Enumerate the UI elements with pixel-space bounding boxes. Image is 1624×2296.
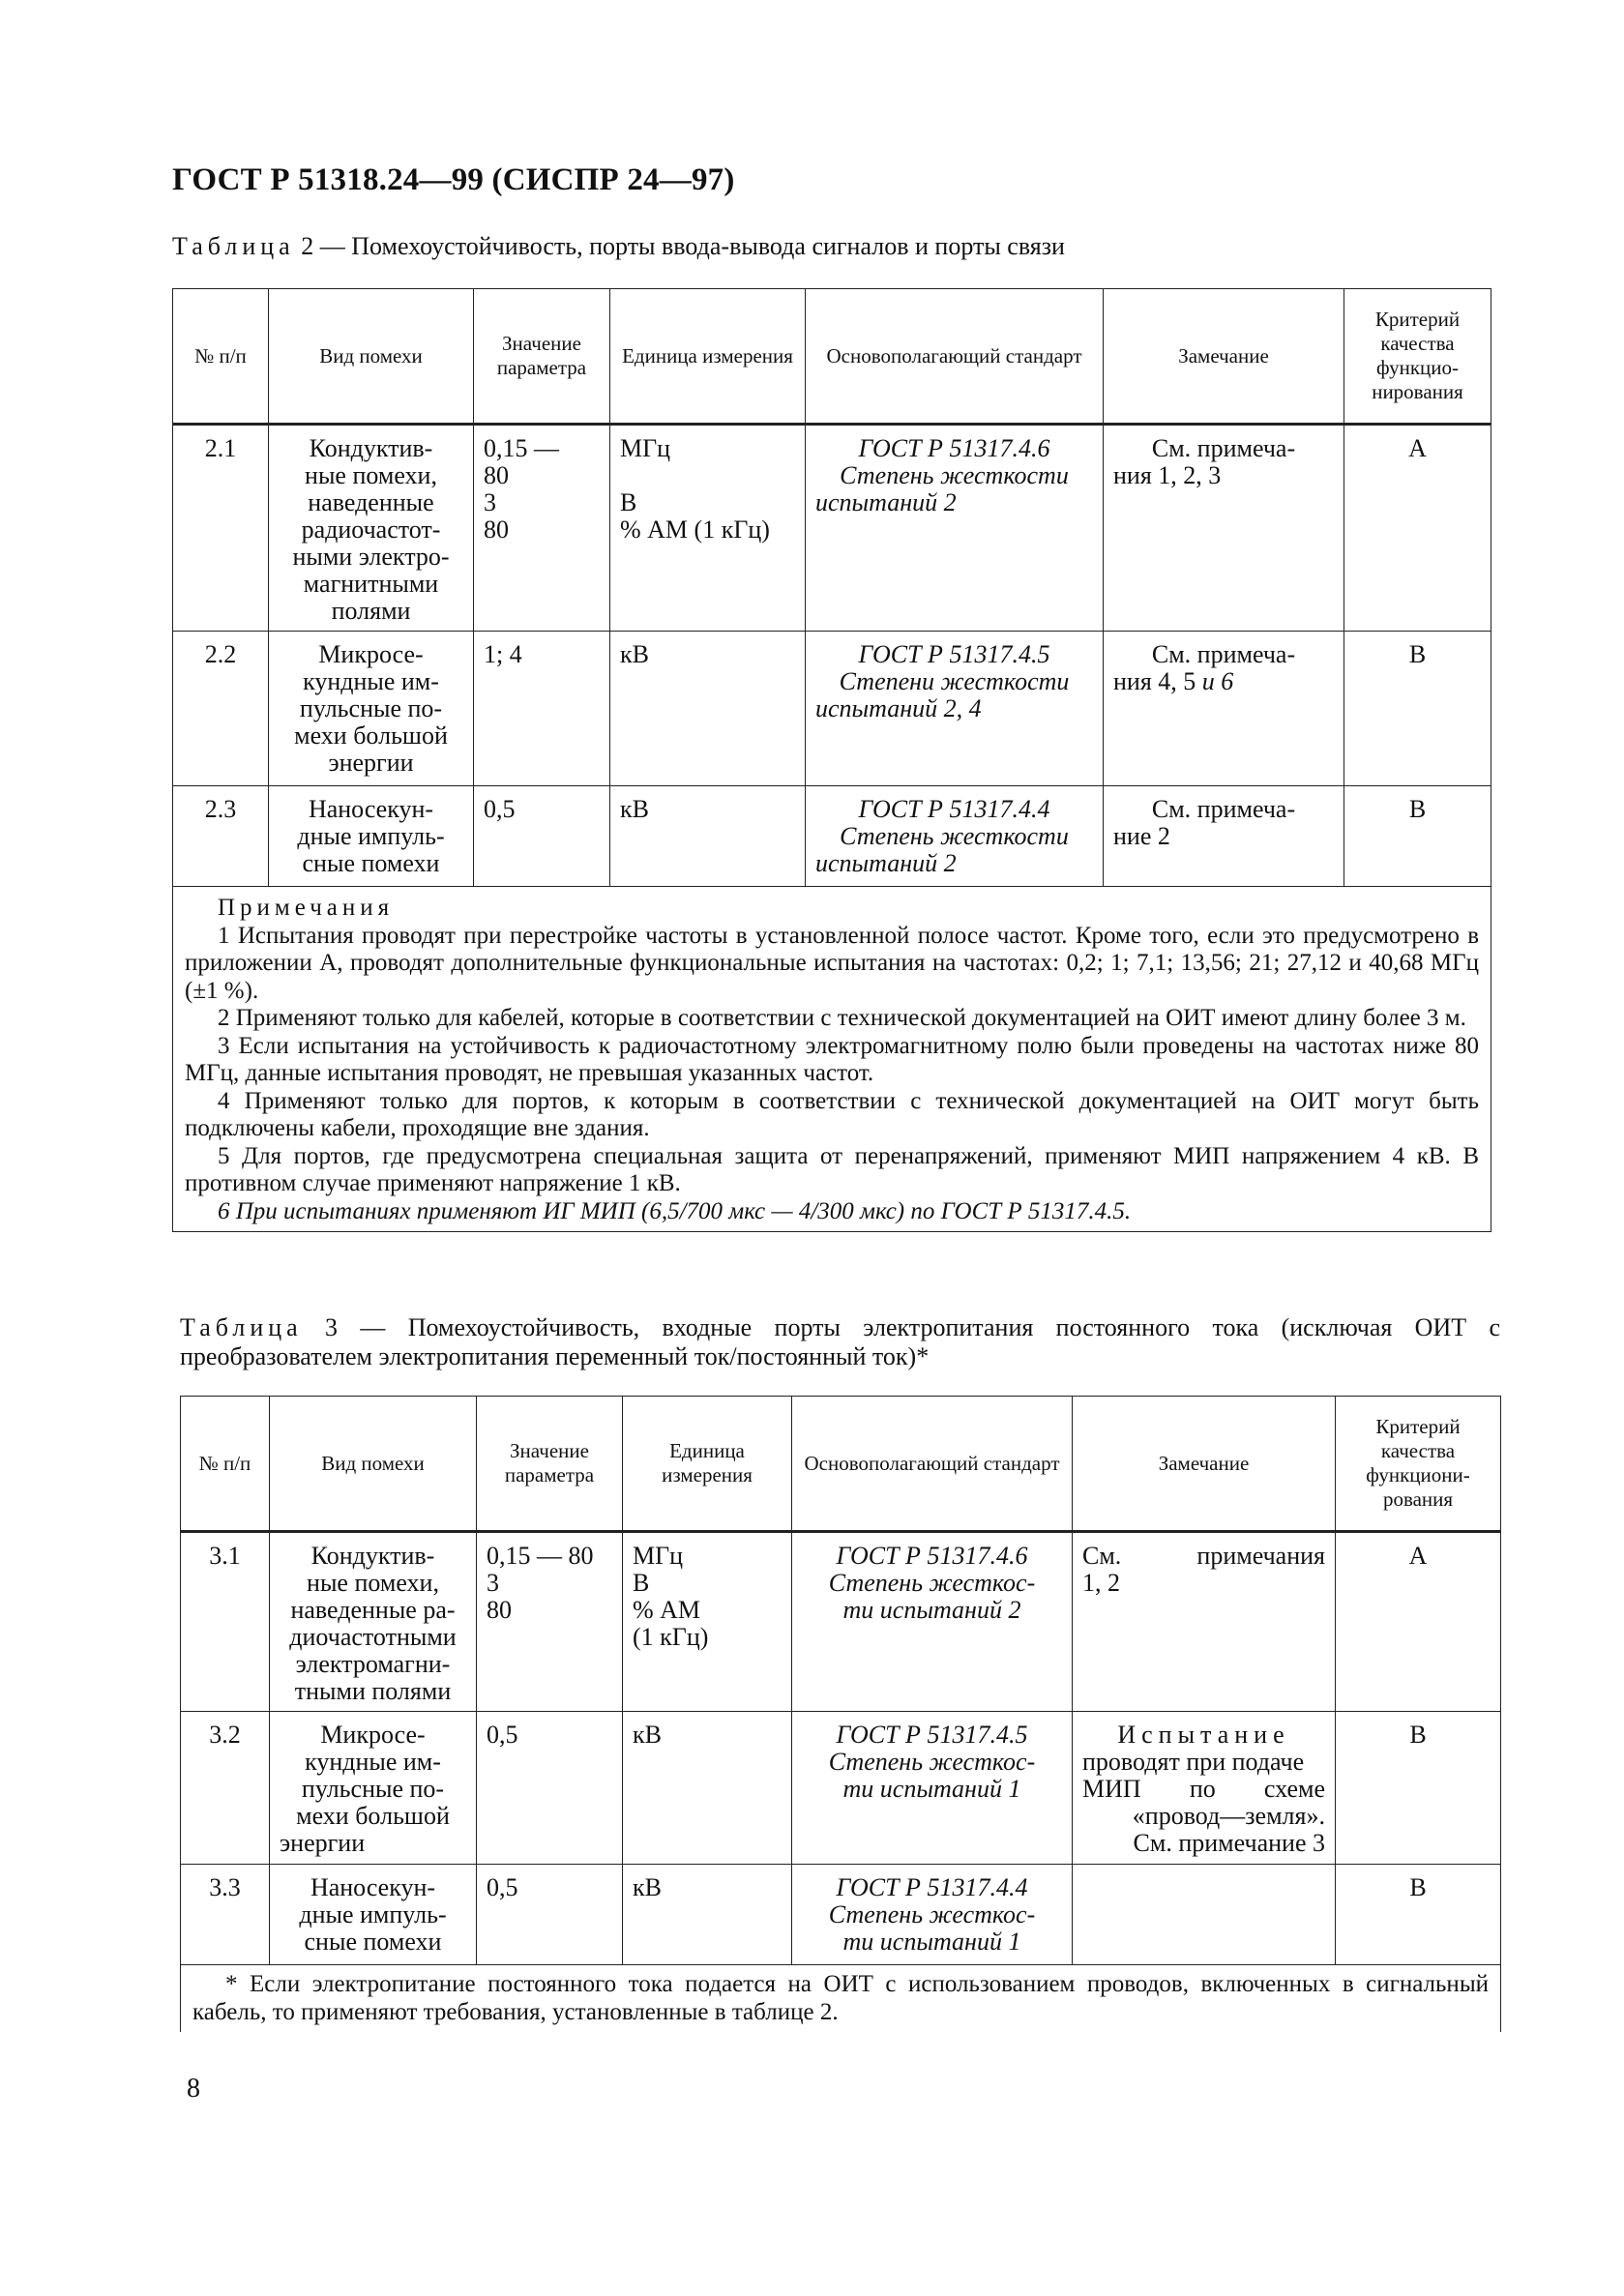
row-num: 3.2 (181, 1712, 270, 1865)
table3-caption (180, 1313, 1500, 1371)
table-row (181, 1532, 1501, 1712)
col-header-num: № п/п (173, 289, 269, 425)
base-standard: ГОСТ Р 51317.4.4 Степень жесткости испытаний 2 (806, 786, 1104, 887)
col-header-value: Значение параметра (474, 289, 610, 425)
criterion: В (1344, 632, 1491, 786)
footnote-row (181, 1965, 1501, 2033)
table-row (173, 786, 1491, 887)
parameter-value: 0,15 — 80 3 80 (477, 1532, 623, 1712)
interference-kind: Кондуктив- ные помехи, наведенные ра- диочастотными электромагни- тными полями (270, 1532, 477, 1712)
measurement-unit: кВ (610, 632, 806, 786)
notes-block (173, 887, 1491, 1232)
table3-header-row (181, 1397, 1501, 1532)
table2-caption-word: Таблица (172, 232, 295, 260)
base-standard: ГОСТ Р 51317.4.5 Степень жесткос- ти испытаний 1 (792, 1712, 1073, 1865)
base-standard: ГОСТ Р 51317.4.6 Степень жесткос- ти испытаний 2 (792, 1532, 1073, 1712)
measurement-unit: МГц В % АМ (1 кГц) (610, 425, 806, 632)
page-number: 8 (187, 2074, 200, 2104)
note-5: 5 Для портов, где предусмотрена специальная защита от перенапряжений, применяют МИП напряжением 4 кВ. В противном случае применяют напряжение 1 кВ. (185, 1142, 1479, 1196)
parameter-value: 0,5 (477, 1712, 623, 1865)
note-6: 6 При испытаниях применяют ИГ МИП (6,5/700 мкс — 4/300 мкс) по ГОСТ Р 51317.4.5. (218, 1197, 1132, 1224)
remark: См. примеча- ния 1, 2, 3 (1104, 425, 1344, 632)
table3-caption-word: Таблица (180, 1313, 303, 1341)
table2-caption (172, 232, 1507, 261)
table2-caption-text: 2 — Помехоустойчивость, порты ввода-вывода сигналов и порты связи (294, 232, 1065, 260)
note-3: 3 Если испытания на устойчивость к радиочастотному электромагнитному полю были проведены на частотах ниже 80 МГц, данные испытания проводят, не превышая указанных частот. (185, 1032, 1479, 1086)
row-num: 3.3 (181, 1865, 270, 1965)
interference-kind: Кондуктив- ные помехи, наведенные радиочастот- ными электро- магнитными полями (269, 425, 474, 632)
col-header-criterion: Критерий качества функцио-нирования (1344, 289, 1491, 425)
footnote-text: * Если электропитание постоянного тока подается на ОИТ с использованием проводов, включенных в сигнальный кабель, то применяют требования, установленные в таблице 2. (192, 1971, 1489, 2025)
row-num: 2.1 (173, 425, 269, 632)
measurement-unit: кВ (610, 786, 806, 887)
interference-kind: Наносекун- дные импуль- сные помехи (269, 786, 474, 887)
table-row (173, 632, 1491, 786)
note-2: 2 Применяют только для кабелей, которые в соответствии с технической документацией на ОИТ имеют длину более 3 м. (218, 1005, 1466, 1031)
remark: Испытание проводят при подаче МИП по схеме «провод—земля». См. примечание 3 (1073, 1712, 1336, 1865)
col-header-kind: Вид помехи (269, 289, 474, 425)
col-header-standard: Основополагающий стандарт (806, 289, 1104, 425)
row-num: 2.2 (173, 632, 269, 786)
table-row (173, 425, 1491, 632)
parameter-value: 0,5 (474, 786, 610, 887)
remark: См. примеча- ния 4, 5 и 6 (1104, 632, 1344, 786)
table-row (181, 1865, 1501, 1965)
criterion: А (1344, 425, 1491, 632)
table-row (181, 1712, 1501, 1865)
col-header-standard: Основополагающий стандарт (792, 1397, 1073, 1532)
table-2 (172, 288, 1491, 1232)
table3-caption-text: 3 — Помехоустойчивость, входные порты электропитания постоянного тока (исключая ОИТ с преобразователем электропитания переменный ток/постоянный ток)* (180, 1313, 1500, 1370)
remark: См. примечания 1, 2 (1073, 1532, 1336, 1712)
page-header: ГОСТ Р 51318.24—99 (СИСПР 24—97) (172, 162, 735, 197)
note-4: 4 Применяют только для портов, к которым в соответствии с технической документацией на ОИТ могут быть подключены кабели, проходящие вне здания. (185, 1087, 1479, 1141)
note-1: 1 Испытания проводят при перестройке частоты в установленной полосе частот. Кроме того, если это предусмотрено в приложении А, проводят дополнительные функциональные испытания на частотах: 0,2; 1; 7,1; 13,56; 21; 27,12 и 40,68 МГц (±1 %). (185, 922, 1479, 1004)
parameter-value: 0,5 (477, 1865, 623, 1965)
footnote (181, 1965, 1501, 2033)
notes-title: Примечания (218, 895, 395, 921)
table2-header-row (173, 289, 1491, 425)
measurement-unit: кВ (623, 1865, 792, 1965)
interference-kind: Микросе- кундные им- пульсные по- мехи большой энергии (270, 1712, 477, 1865)
measurement-unit: кВ (623, 1712, 792, 1865)
row-num: 3.1 (181, 1532, 270, 1712)
criterion: В (1344, 786, 1491, 887)
remark (1073, 1865, 1336, 1965)
parameter-value: 1; 4 (474, 632, 610, 786)
interference-kind: Микросе- кундные им- пульсные по- мехи большой энергии (269, 632, 474, 786)
col-header-kind: Вид помехи (270, 1397, 477, 1532)
base-standard: ГОСТ Р 51317.4.5 Степени жесткости испытаний 2, 4 (806, 632, 1104, 786)
criterion: В (1336, 1865, 1501, 1965)
base-standard: ГОСТ Р 51317.4.6 Степень жесткости испытаний 2 (806, 425, 1104, 632)
col-header-unit: Единица измерения (610, 289, 806, 425)
remark: См. примеча- ние 2 (1104, 786, 1344, 887)
col-header-criterion: Критерий качества функциони-рования (1336, 1397, 1501, 1532)
criterion: А (1336, 1532, 1501, 1712)
base-standard: ГОСТ Р 51317.4.4 Степень жесткос- ти испытаний 1 (792, 1865, 1073, 1965)
table-3 (180, 1396, 1501, 2032)
row-num: 2.3 (173, 786, 269, 887)
col-header-num: № п/п (181, 1397, 270, 1532)
col-header-value: Значение параметра (477, 1397, 623, 1532)
notes-row (173, 887, 1491, 1232)
criterion: В (1336, 1712, 1501, 1865)
col-header-unit: Единица измерения (623, 1397, 792, 1532)
interference-kind: Наносекун- дные импуль- сные помехи (270, 1865, 477, 1965)
col-header-note: Замечание (1073, 1397, 1336, 1532)
measurement-unit: МГц В % АМ (1 кГц) (623, 1532, 792, 1712)
parameter-value: 0,15 — 80 3 80 (474, 425, 610, 632)
col-header-note: Замечание (1104, 289, 1344, 425)
